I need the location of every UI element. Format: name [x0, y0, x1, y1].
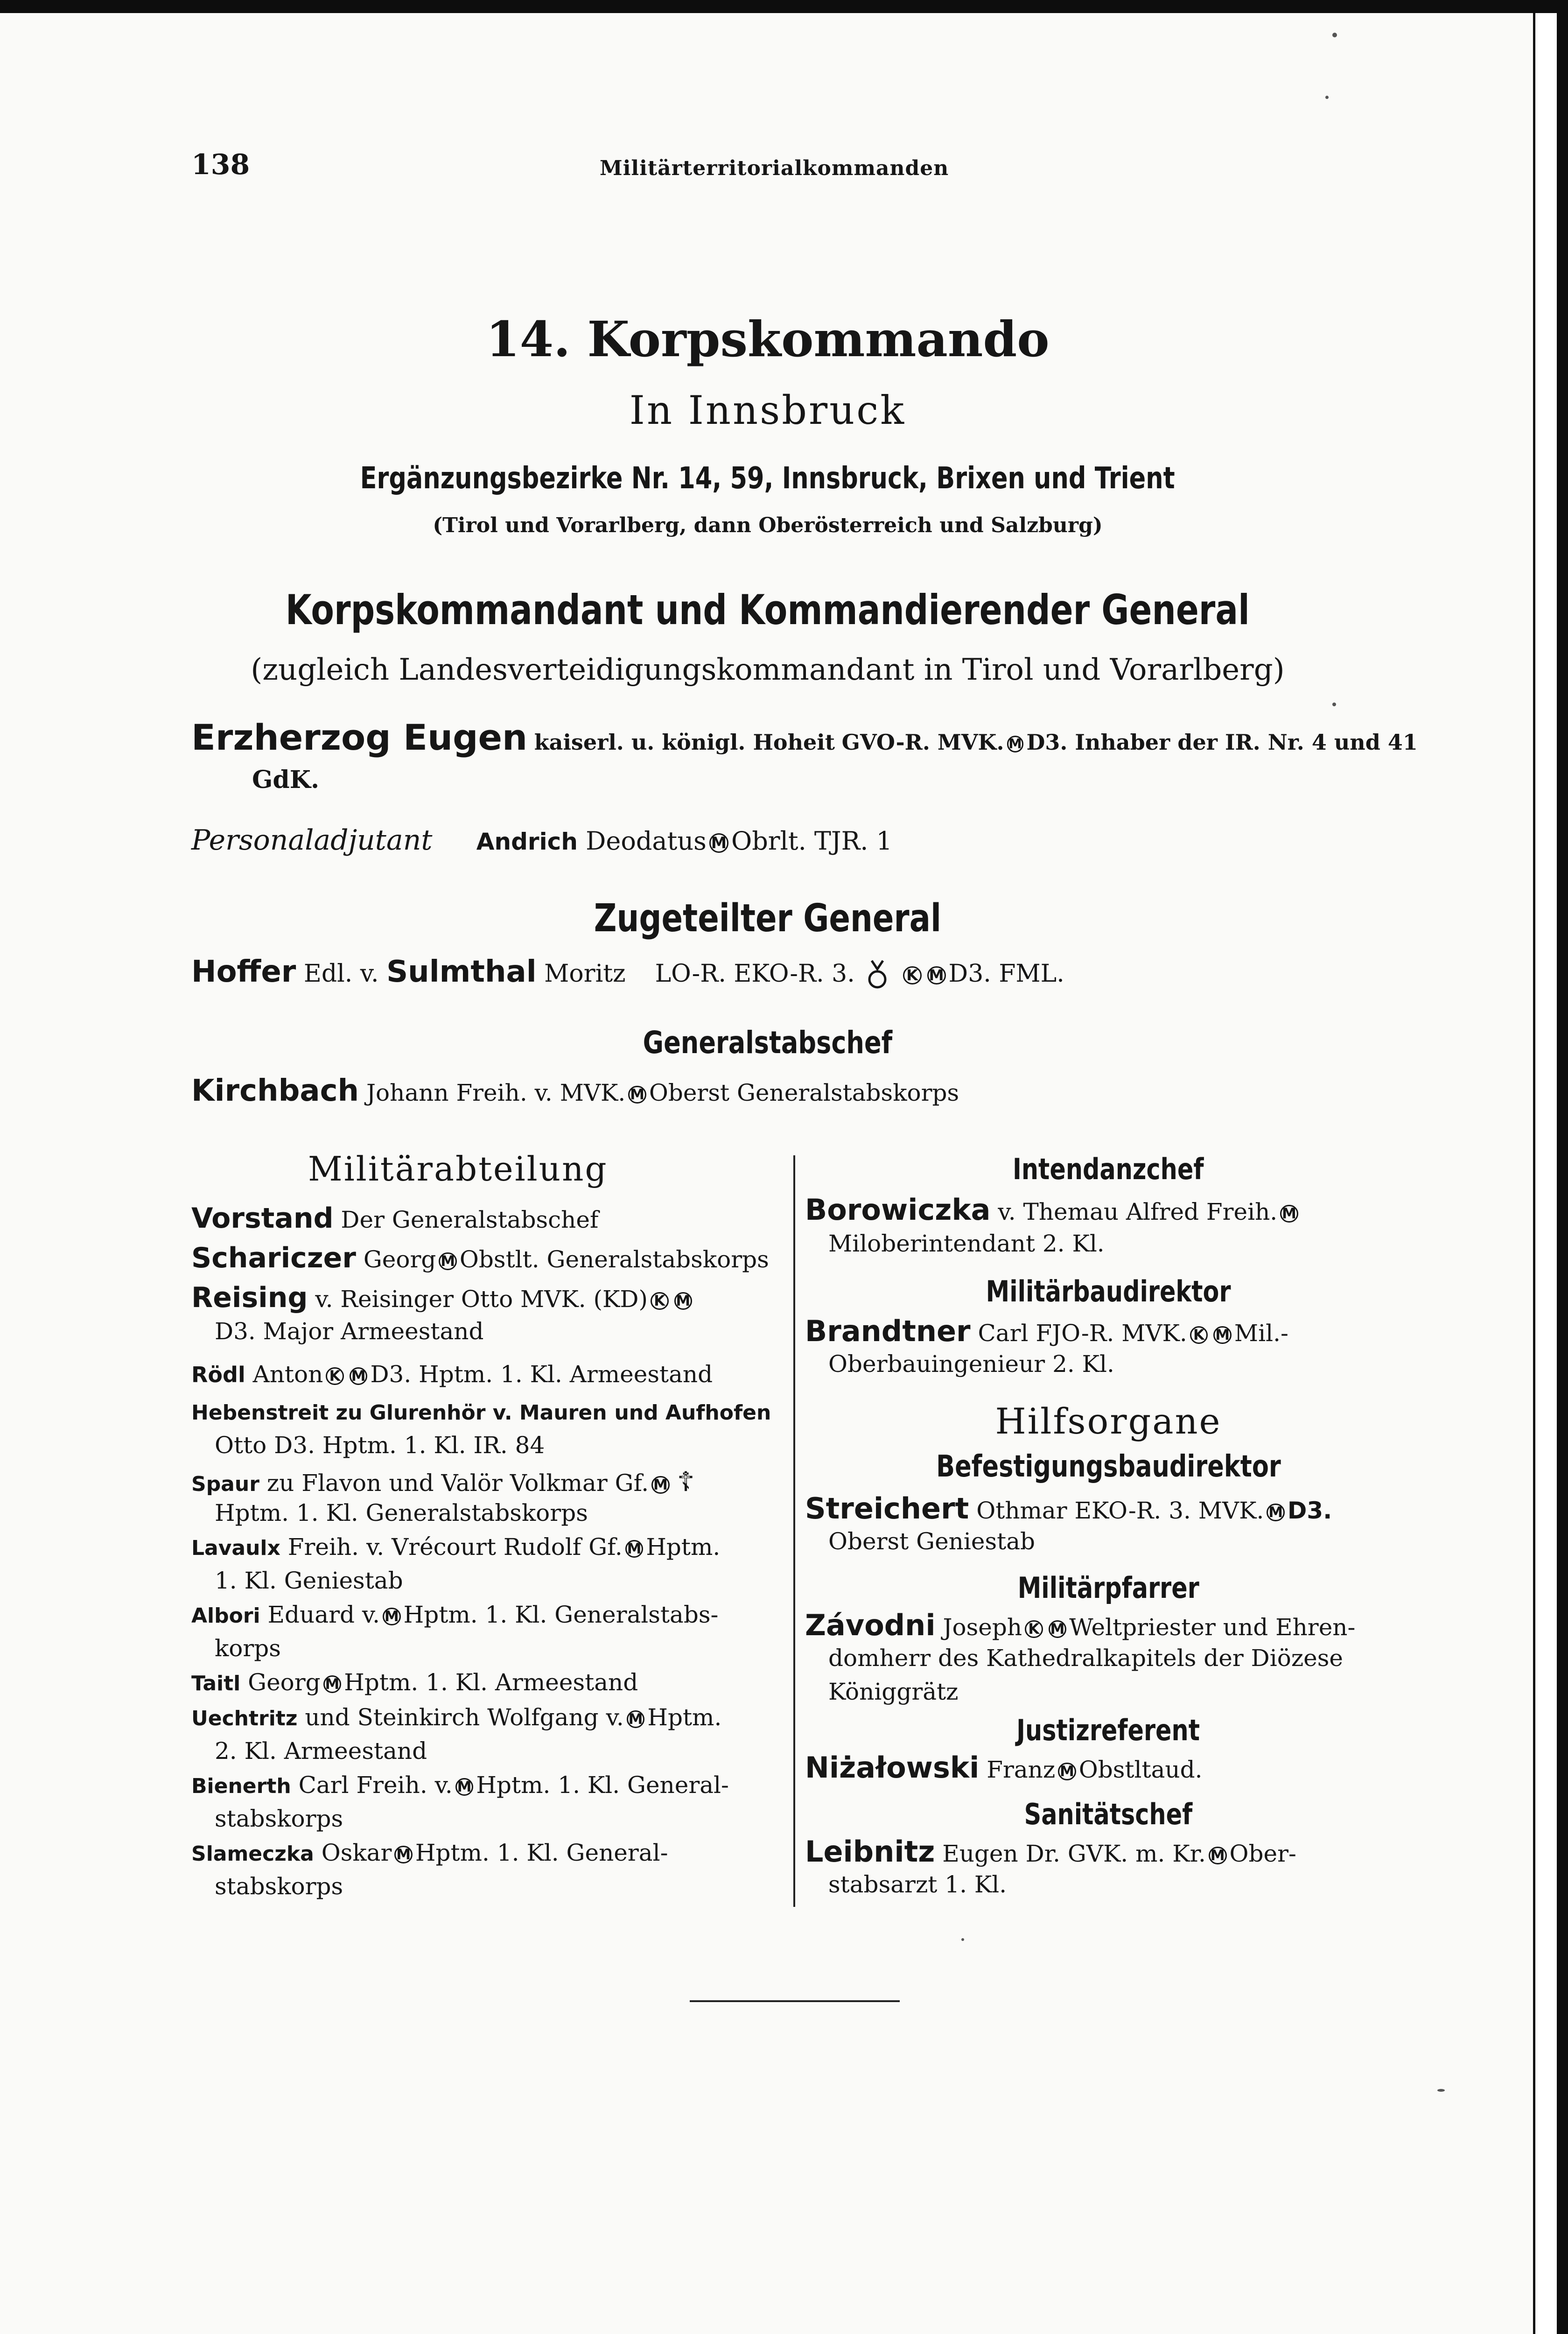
- chief-heading: Generalstabschef: [643, 1025, 893, 1061]
- entry-text: Anton: [252, 1361, 323, 1388]
- entry-continuation: stabskorps: [215, 1805, 343, 1832]
- scan-border-top: [0, 0, 1568, 13]
- entry-continuation: D3. Major Armeestand: [215, 1318, 484, 1345]
- districts: Ergänzungsbezirke Nr. 14, 59, Innsbruck, Brixen und Trient: [360, 461, 1176, 496]
- entry-name: Albori: [191, 1604, 260, 1628]
- entry-text: v. Themau Alfred Freih.: [998, 1198, 1278, 1225]
- entry-text2: D3.: [1287, 1497, 1332, 1524]
- entry-text2: Obstlt. Generalstabskorps: [459, 1246, 769, 1273]
- adjutant-label: Personaladjutant: [191, 824, 433, 857]
- entry-text: Eugen Dr. GVK. m. Kr.: [942, 1840, 1206, 1867]
- entry-name: Hebenstreit zu Glurenhör v. Mauren: [191, 1401, 607, 1425]
- military-merit-mark-icon: M: [394, 1846, 413, 1864]
- commander-heading-line: [0, 586, 1535, 634]
- list-item: [805, 1608, 1412, 1705]
- entry-continuation: Hptm. 1. Kl. Generalstabskorps: [215, 1499, 588, 1526]
- pfarrer-heading: Militärpfarrer: [1017, 1571, 1199, 1605]
- entry-name: Závodni: [805, 1608, 936, 1642]
- entry-name: Reising: [191, 1281, 308, 1314]
- chief-entry: [191, 1074, 959, 1108]
- list-item: [805, 1491, 1412, 1555]
- entry-name: Taitl: [191, 1672, 241, 1695]
- cross-k-mark-icon: K: [1190, 1326, 1208, 1344]
- entry-continuation: domherr des Kathedralkapitels der Diözese: [828, 1645, 1344, 1672]
- justiz-heading: Justizreferent: [1016, 1713, 1200, 1747]
- commander-title: kaiserl. u. königl. Hoheit: [534, 730, 835, 755]
- militaerabteilung-heading: Militärabteilung: [308, 1149, 608, 1188]
- military-merit-mark-icon: M: [709, 833, 728, 852]
- list-item: [191, 1704, 793, 1765]
- entry-name: Slameczka: [191, 1842, 314, 1866]
- entry-name: Niżałowski: [805, 1750, 980, 1785]
- entry-text2: Hptm.: [647, 1704, 722, 1731]
- scan-speck: [961, 1938, 964, 1941]
- scan-speck: [1437, 2089, 1445, 2092]
- entry-text2: Hptm. 1. Kl. General-: [476, 1772, 729, 1799]
- entry-continuation: Königgrätz: [828, 1678, 959, 1705]
- entry-name: Uechtritz: [191, 1707, 298, 1730]
- entry-text: Der Generalstabschef: [341, 1206, 599, 1233]
- sanitaet-heading-line: [805, 1797, 1412, 1831]
- entry-text: Carl Freih. v.: [298, 1772, 453, 1799]
- list-item: [191, 1466, 793, 1526]
- entry-continuation: Oberst Geniestab: [828, 1528, 1036, 1555]
- military-merit-mark-icon: M: [350, 1367, 368, 1385]
- hilfsorgane-heading: Hilfsorgane: [995, 1400, 1222, 1442]
- entry-text: und Aufhofen: [614, 1401, 771, 1425]
- entry-name: Brandtner: [805, 1314, 971, 1348]
- military-merit-mark-icon: M: [439, 1252, 457, 1271]
- column-divider: [793, 1155, 795, 1907]
- entry-text2: Hptm. 1. Kl. Armeestand: [344, 1669, 638, 1696]
- military-merit-mark-icon: M: [1280, 1205, 1298, 1223]
- assigned-decor: LO-R. EKO-R. 3.: [655, 960, 855, 988]
- justiz-heading-line: [805, 1713, 1412, 1747]
- page-number: 138: [191, 148, 250, 181]
- entry-text2: Hptm.: [646, 1533, 721, 1561]
- assigned-name1: Hoffer: [191, 955, 296, 989]
- list-item: [191, 1839, 793, 1900]
- assigned-heading: Zugeteilter General: [594, 896, 942, 941]
- baudirektor-heading-line: [805, 1274, 1412, 1308]
- entry-text: Eduard v.: [267, 1601, 380, 1628]
- military-merit-mark-icon: M: [628, 1086, 646, 1104]
- scan-border-right: [1557, 0, 1568, 2334]
- military-merit-mark-icon: M: [1267, 1504, 1285, 1522]
- entry-name: Rödl: [191, 1362, 245, 1387]
- assigned-name2: Sulmthal: [386, 955, 537, 989]
- list-item: [191, 1281, 793, 1345]
- sanitaet-heading: Sanitätschef: [1024, 1797, 1193, 1831]
- adjutant-given: Deodatus: [586, 826, 707, 856]
- entry-text: Oskar: [321, 1839, 392, 1866]
- assigned-after: D3. FML.: [948, 960, 1064, 988]
- list-item: [805, 1835, 1412, 1898]
- befestigung-heading: Befestigungsbaudirektor: [936, 1449, 1281, 1484]
- list-item: [805, 1193, 1412, 1257]
- adjutant-name: Andrich: [476, 828, 578, 855]
- military-merit-mark-icon: M: [651, 1476, 670, 1494]
- commander-entry: [191, 717, 1418, 758]
- entry-name: Leibnitz: [805, 1835, 935, 1869]
- assigned-given: Moritz: [544, 960, 626, 988]
- list-item: [191, 1772, 793, 1832]
- pfarrer-heading-line: [805, 1571, 1412, 1605]
- military-merit-mark-icon: M: [927, 966, 946, 985]
- military-merit-mark-icon: M: [323, 1675, 342, 1694]
- running-head: Militärterritorialkommanden: [600, 156, 949, 180]
- military-merit-mark-icon: M: [455, 1778, 474, 1796]
- entry-continuation: Oberbauingenieur 2. Kl.: [828, 1350, 1114, 1378]
- military-merit-mark-icon: M: [1058, 1763, 1076, 1781]
- befestigung-heading-line: [805, 1449, 1412, 1484]
- adjutant-entry: [191, 824, 892, 857]
- assigned-entry: [191, 955, 1064, 992]
- entry-name: Borowiczka: [805, 1193, 991, 1227]
- cross-k-mark-icon: K: [326, 1367, 344, 1385]
- entry-text2: Hptm. 1. Kl. Generalstabs-: [403, 1601, 719, 1628]
- military-merit-mark-icon: M: [627, 1710, 645, 1729]
- page-title: 14. Korpskommando: [486, 310, 1050, 368]
- assigned-mid: Edl. v.: [303, 960, 379, 988]
- list-item: [805, 1314, 1412, 1378]
- entry-text: Franz: [987, 1756, 1056, 1783]
- entry-continuation: 2. Kl. Armeestand: [215, 1737, 427, 1765]
- military-merit-mark-icon: M: [625, 1540, 644, 1558]
- assigned-heading-line: [0, 896, 1535, 941]
- entry-text: Joseph: [943, 1614, 1022, 1641]
- entry-name: Schariczer: [191, 1242, 356, 1274]
- list-item: [191, 1242, 793, 1274]
- entry-text2: D3. Hptm. 1. Kl. Armeestand: [370, 1361, 713, 1388]
- intendant-heading: Intendanzchef: [1013, 1152, 1204, 1186]
- list-item: [191, 1601, 793, 1662]
- entry-continuation: Miloberintendant 2. Kl.: [828, 1230, 1105, 1257]
- entry-continuation: korps: [215, 1635, 281, 1662]
- end-rule: [690, 2000, 900, 2002]
- entry-text: Othmar EKO-R. 3. MVK.: [976, 1497, 1264, 1524]
- entry-text: v. Reisinger Otto MVK. (KD): [315, 1286, 648, 1313]
- districts-line: [0, 461, 1535, 496]
- military-merit-mark-icon: M: [1049, 1620, 1067, 1638]
- chief-rest: Oberst Generalstabskorps: [649, 1079, 959, 1106]
- ribbon-medal-icon: [867, 959, 888, 992]
- list-item: [805, 1750, 1412, 1785]
- scan-speck: [1332, 33, 1337, 37]
- military-merit-mark-icon: M: [1007, 736, 1024, 752]
- list-item: [191, 1533, 793, 1594]
- commander-note: (zugleich Landesverteidigungskommandant in Tirol und Vorarlberg): [251, 653, 1285, 687]
- military-merit-mark-icon: M: [383, 1608, 401, 1626]
- baudirektor-heading: Militärbaudirektor: [986, 1274, 1231, 1308]
- entry-continuation: stabskorps: [215, 1873, 343, 1900]
- entry-name: Streichert: [805, 1491, 969, 1526]
- entry-text: zu Flavon und Valör Volkmar Gf.: [266, 1469, 649, 1497]
- list-item: [191, 1669, 793, 1696]
- entry-text2: Ober-: [1229, 1840, 1296, 1867]
- chief-heading-line: [0, 1025, 1535, 1061]
- list-item: [191, 1202, 793, 1235]
- entry-name: Spaur: [191, 1472, 259, 1496]
- entry-text: Georg: [248, 1669, 321, 1696]
- chief-given: Johann Freih. v. MVK.: [366, 1079, 626, 1106]
- entry-text: und Steinkirch Wolfgang v.: [305, 1704, 624, 1731]
- scan-speck: [1332, 703, 1336, 706]
- commander-after: D3. Inhaber der IR. Nr. 4 und 41: [1026, 730, 1418, 755]
- entry-text: Freih. v. Vrécourt Rudolf Gf.: [287, 1533, 623, 1561]
- districts-note: (Tirol und Vorarlberg, dann Oberösterreich und Salzburg): [433, 513, 1103, 537]
- list-item: [191, 1398, 793, 1459]
- cross-k-mark-icon: K: [903, 966, 922, 985]
- entry-continuation: 1. Kl. Geniestab: [215, 1567, 403, 1594]
- entry-text: Carl FJO-R. MVK.: [978, 1320, 1187, 1347]
- entry-text2: Mil.-: [1234, 1320, 1288, 1347]
- adjutant-rest: Obrlt. TJR. 1: [731, 826, 892, 856]
- entry-text2: Weltpriester und Ehren-: [1069, 1614, 1356, 1641]
- entry-continuation: stabsarzt 1. Kl.: [828, 1871, 1007, 1898]
- entry-name: Lavaulx: [191, 1536, 280, 1560]
- entry-name: Vorstand: [191, 1202, 334, 1235]
- commander-decor: GVO-R. MVK.: [841, 730, 1004, 755]
- deceased-cross-icon: ☦: [677, 1466, 695, 1497]
- military-merit-mark-icon: M: [1213, 1326, 1232, 1344]
- scan-speck: [1325, 96, 1329, 99]
- military-merit-mark-icon: M: [674, 1292, 693, 1310]
- chief-name: Kirchbach: [191, 1074, 359, 1108]
- commander-rank: GdK.: [252, 766, 320, 794]
- cross-k-mark-icon: K: [1025, 1620, 1043, 1638]
- location: In Innsbruck: [629, 387, 906, 433]
- list-item: [191, 1361, 793, 1388]
- commander-heading: Korpskommandant und Kommandierender General: [285, 586, 1250, 634]
- entry-name: Bienerth: [191, 1774, 291, 1798]
- entry-text: Georg: [363, 1246, 436, 1273]
- entry-text2: Hptm. 1. Kl. General-: [415, 1839, 668, 1866]
- cross-k-mark-icon: K: [651, 1292, 669, 1310]
- entry-text2: Obstltaud.: [1078, 1756, 1203, 1783]
- commander-name: Erzherzog Eugen: [191, 717, 528, 758]
- intendant-heading-line: [805, 1152, 1412, 1186]
- entry-continuation: Otto D3. Hptm. 1. Kl. IR. 84: [215, 1432, 545, 1459]
- military-merit-mark-icon: M: [1209, 1847, 1227, 1865]
